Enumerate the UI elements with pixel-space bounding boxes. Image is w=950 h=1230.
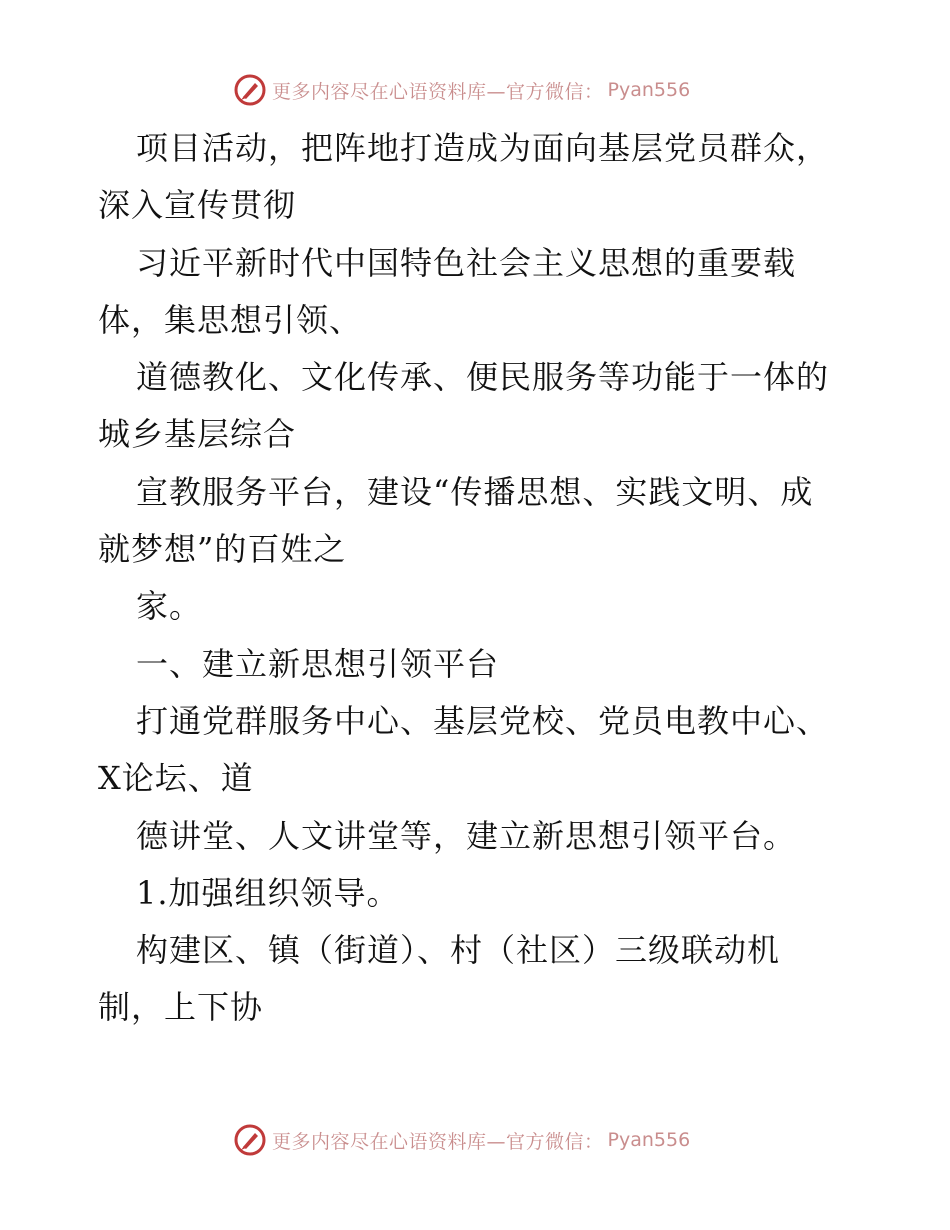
text-line: 就梦想”的百姓之 bbox=[98, 530, 347, 569]
text-line: 德讲堂、人文讲堂等，建立新思想引领平台。 bbox=[136, 816, 797, 855]
text-line: 打通党群服务中心、基层党校、党员电教中心、 bbox=[136, 701, 830, 740]
watermark-wechat-id: Pyan556 bbox=[607, 1129, 691, 1151]
document-body bbox=[98, 120, 858, 1037]
quill-pen-logo-icon bbox=[234, 74, 266, 106]
text-line: 项目活动，把阵地打造成为面向基层党员群众， bbox=[136, 129, 830, 167]
header-watermark bbox=[234, 72, 690, 108]
text-line: 深入宣传贯彻 bbox=[98, 186, 297, 225]
text-line: X论坛、道 bbox=[98, 759, 254, 798]
watermark-wechat-id: Pyan556 bbox=[607, 79, 691, 101]
text-line: 1.加强组织领导。 bbox=[136, 873, 400, 912]
text-line: 体，集思想引领、 bbox=[98, 300, 363, 339]
text-line: 道德教化、文化传承、便民服务等功能于一体的 bbox=[136, 358, 830, 397]
watermark-text: 更多内容尽在心语资料库—官方微信： bbox=[272, 1130, 604, 1153]
quill-pen-logo-icon bbox=[234, 1124, 266, 1156]
text-line: 构建区、镇（街道）、村（社区）三级联动机 bbox=[136, 931, 781, 970]
text-line: 宣教服务平台，建设“传播思想、实践文明、成 bbox=[136, 472, 814, 511]
text-line: 家。 bbox=[136, 587, 203, 626]
text-line: 一、建立新思想引领平台 bbox=[136, 644, 500, 683]
text-line: 制，上下协 bbox=[98, 988, 264, 1027]
footer-watermark bbox=[234, 1122, 690, 1158]
watermark-text: 更多内容尽在心语资料库—官方微信： bbox=[272, 80, 604, 103]
text-line: 城乡基层综合 bbox=[98, 415, 297, 454]
text-line: 习近平新时代中国特色社会主义思想的重要载 bbox=[136, 243, 797, 282]
